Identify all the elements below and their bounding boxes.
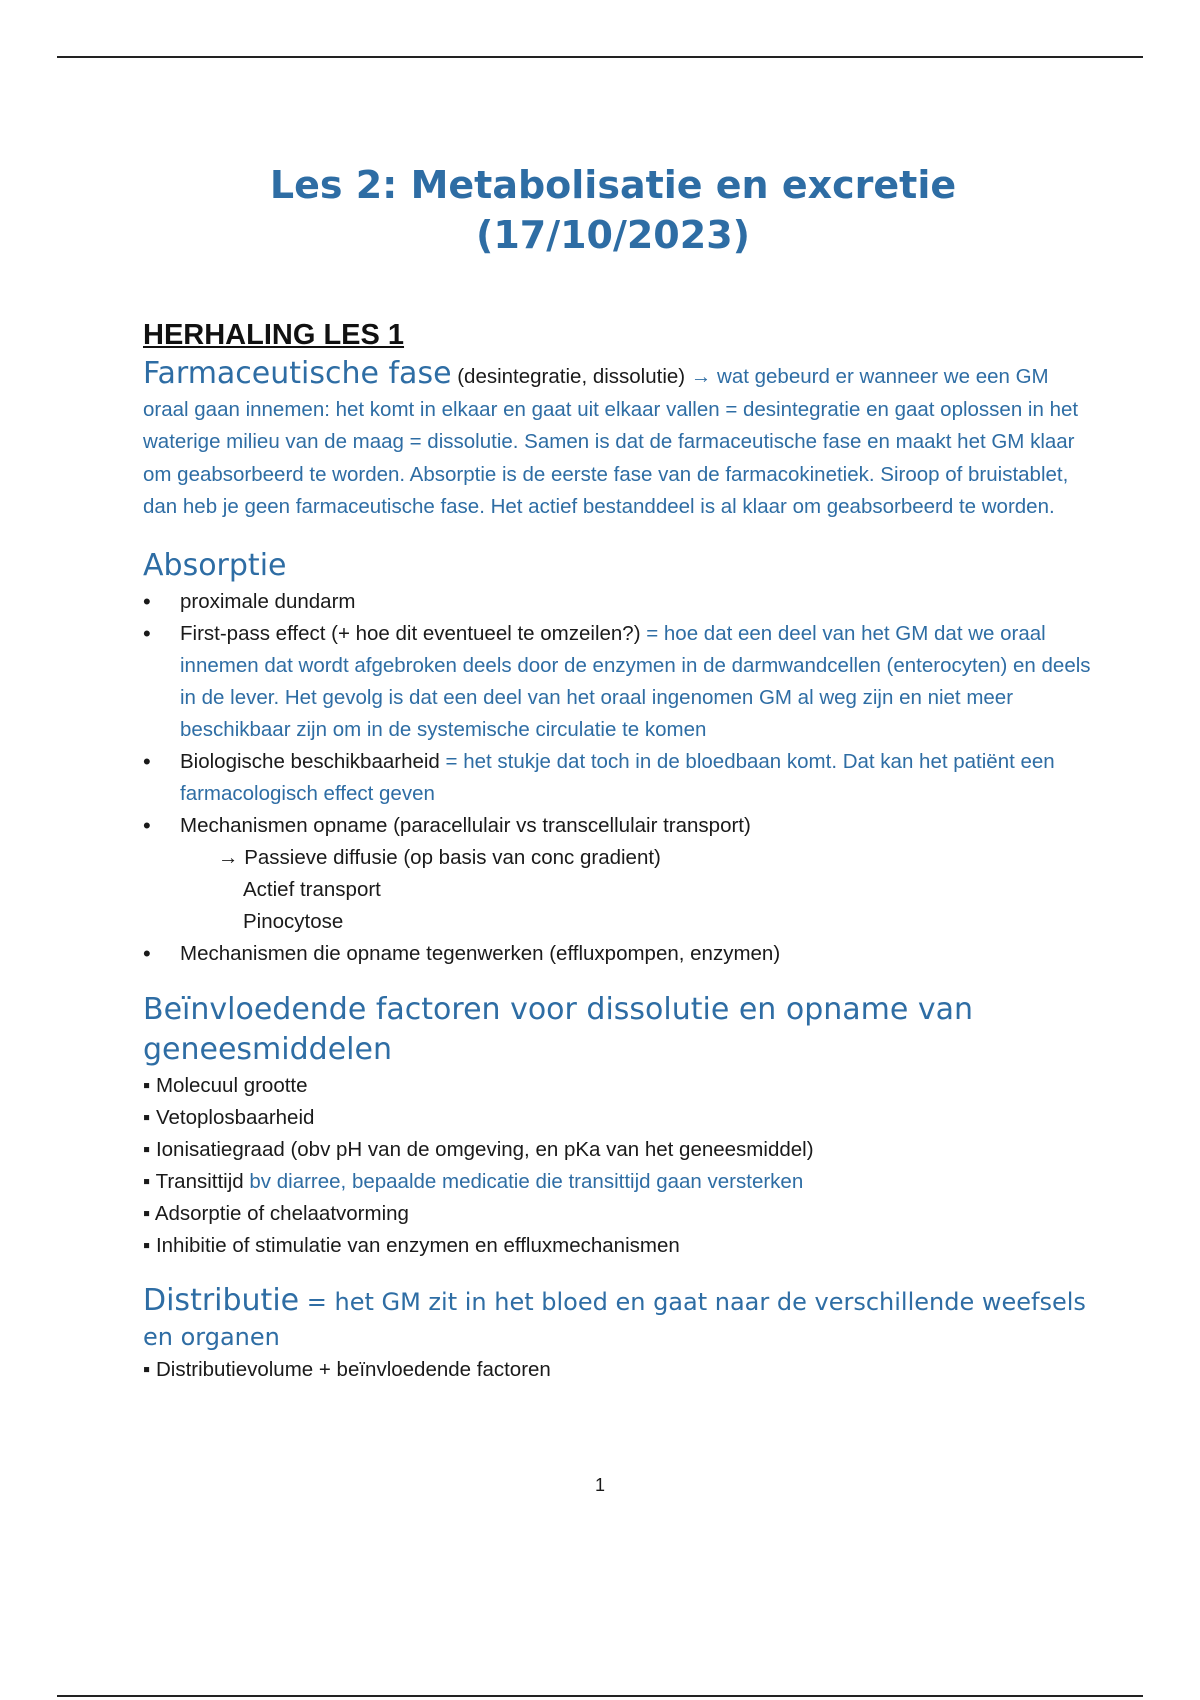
list-item xyxy=(143,746,1093,810)
farmaceutische-fase-heading: Farmaceutische fase xyxy=(143,356,452,391)
list-item xyxy=(143,810,1093,842)
document-title xyxy=(113,160,1113,260)
arrow-icon: → xyxy=(218,845,239,869)
list-item: ▪ Ionisatiegraad (obv pH van de omgeving, en pKa van het geneesmiddel) xyxy=(143,1137,814,1161)
list-item-text: Mechanismen die opname tegenwerken (effluxpompen, enzymen) xyxy=(180,941,781,965)
list-item: ▪ Inhibitie of stimulatie van enzymen en effluxmechanismen xyxy=(143,1233,680,1257)
farmaceutische-fase-paren: (desintegratie, dissolutie) xyxy=(451,365,691,388)
list-item-explanation: bv diarree, bepaalde medicatie die transittijd gaan versterken xyxy=(243,1169,804,1193)
list-item-text: proximale dundarm xyxy=(180,589,356,613)
distributie-text: = het GM zit in het bloed en gaat naar de verschillende weefsels en organen xyxy=(143,1287,1086,1351)
list-item-explanation: = het stukje dat toch in de bloedbaan komt. Dat kan het patiënt een farmacologisch effect geven xyxy=(180,749,1055,805)
distributie-heading: Distributie xyxy=(143,1282,300,1318)
beinvloedende-heading: Beïnvloedende factoren voor dissolutie en opname van geneesmiddelen xyxy=(143,991,974,1067)
arrow-icon: → xyxy=(690,365,712,388)
list-item xyxy=(143,938,1093,970)
list-item-explanation: = hoe dat een deel van het GM dat we oraal innemen dat wordt afgebroken deels door de enzymen in de darmwandcellen (enterocyten) en deels in de lever. Het gevolg is dat een deel van het oraal ingenomen GM al weg zijn en niet meer beschikbaar zijn om in de systemische circulatie te komen xyxy=(180,621,1091,741)
title-line-1: Les 2: Metabolisatie en excretie xyxy=(269,163,957,207)
title-line-2: (17/10/2023) xyxy=(475,213,750,257)
sub-item: Actief transport xyxy=(243,877,381,901)
absorptie-list-end xyxy=(143,938,1093,970)
distributie-paragraph xyxy=(143,1284,1093,1354)
section-herhaling-heading: HERHALING LES 1 xyxy=(143,319,405,351)
list-item-text: Mechanismen opname (paracellulair vs transcellulair transport) xyxy=(180,813,751,837)
farmaceutische-fase-text: wat gebeurd er wanneer we een GM oraal gaan innemen: het komt in elkaar en gaat uit elkaar vallen = desintegratie en gaat oplossen in het waterige milieu van de maag = dissolutie. Samen is dat de farmaceutische fase en maakt het GM klaar om geabsorbeerd te worden. Absorptie is de eerste fase van de farmacokinetiek. Siroop of bruistablet, dan heb je geen farmaceutische fase. Het actief bestanddeel is al klaar om geabsorbeerd te worden. xyxy=(143,365,1079,518)
list-item: ▪ Vetoplosbaarheid xyxy=(143,1105,315,1129)
list-item-text: First-pass effect (+ hoe dit eventueel te omzeilen?) xyxy=(180,621,641,645)
list-item xyxy=(143,1166,1093,1198)
list-item-text: ▪ Transittijd xyxy=(143,1169,244,1193)
list-item-text: Biologische beschikbaarheid xyxy=(180,749,440,773)
list-item: ▪ Molecuul grootte xyxy=(143,1073,308,1097)
header-rule xyxy=(57,56,1143,58)
list-item xyxy=(143,586,1093,618)
sub-item: Pinocytose xyxy=(243,909,344,933)
page-number: 1 xyxy=(594,1475,605,1495)
list-item: ▪ Adsorptie of chelaatvorming xyxy=(143,1201,409,1225)
footer-rule xyxy=(57,1695,1143,1697)
sub-item xyxy=(143,842,1093,874)
farmaceutische-fase-paragraph xyxy=(143,358,1093,524)
list-item xyxy=(143,618,1093,746)
document-page xyxy=(143,160,1093,1386)
absorptie-heading: Absorptie xyxy=(143,547,287,583)
absorptie-list xyxy=(143,586,1093,842)
sub-item-text: Passieve diffusie (op basis van conc gradient) xyxy=(238,845,661,869)
list-item: ▪ Distributievolume + beïnvloedende factoren xyxy=(143,1357,551,1381)
